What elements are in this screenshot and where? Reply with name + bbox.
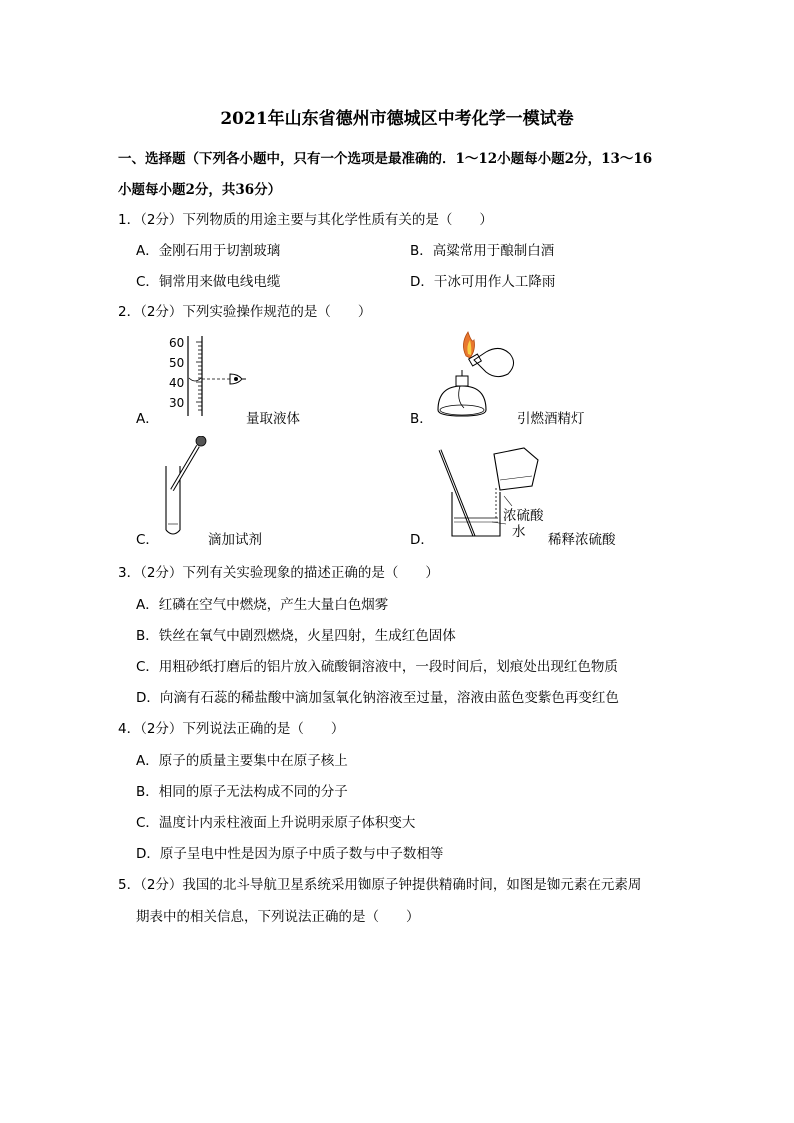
q4-option-b: B．相同的原子无法构成不同的分子 bbox=[136, 784, 348, 800]
q4-option-c: C．温度计内汞柱液面上升说明汞原子体积变大 bbox=[136, 815, 416, 831]
q4-option-d: D．原子呈电中性是因为原子中质子数与中子数相等 bbox=[136, 846, 444, 862]
cylinder-tick-60: 60 bbox=[169, 336, 185, 350]
q1-stem: 1．（2分）下列物质的用途主要与其化学性质有关的是（ ） bbox=[118, 212, 493, 228]
cylinder-tick-40: 40 bbox=[169, 376, 185, 390]
q2-stem: 2．（2分）下列实验操作规范的是（ ） bbox=[118, 304, 372, 320]
cylinder-tick-30: 30 bbox=[169, 396, 185, 410]
q3-option-c: C．用粗砂纸打磨后的铝片放入硫酸铜溶液中，一段时间后，划痕处出现红色物质 bbox=[136, 659, 618, 675]
q5-stem-line1: 5．（2分）我国的北斗导航卫星系统采用铷原子钟提供精确时间，如图是铷元素在元素周 bbox=[118, 877, 642, 893]
q3-option-a: A．红磷在空气中燃烧，产生大量白色烟雾 bbox=[136, 597, 389, 613]
page-title: 2021年山东省德州市德城区中考化学一模试卷 bbox=[220, 109, 574, 129]
q2-option-d-letter: D． bbox=[410, 532, 434, 548]
alcohol-lamp-figure bbox=[430, 330, 530, 425]
q5-stem-line2: 期表中的相关信息，下列说法正确的是（ ） bbox=[136, 909, 420, 925]
q1-option-c: C．铜常用来做电线电缆 bbox=[136, 274, 281, 290]
q4-stem: 4．（2分）下列说法正确的是（ ） bbox=[118, 721, 345, 737]
q2-option-c-caption: 滴加试剂 bbox=[208, 532, 262, 548]
q1-option-a: A．金刚石用于切割玻璃 bbox=[136, 243, 281, 259]
q2-option-a-letter: A． bbox=[136, 411, 159, 427]
q4-option-a: A．原子的质量主要集中在原子核上 bbox=[136, 753, 348, 769]
q3-option-d: D．向滴有石蕊的稀盐酸中滴加氢氧化钠溶液至过量，溶液由蓝色变紫色再变红色 bbox=[136, 690, 619, 706]
section-heading-line1: 一、选择题（下列各小题中，只有一个选项是最准确的．1～12小题每小题2分，13～16 bbox=[118, 151, 653, 167]
q1-option-b: B．高粱常用于酿制白酒 bbox=[410, 243, 555, 259]
dropper-test-tube-figure bbox=[160, 436, 220, 540]
cylinder-tick-50: 50 bbox=[169, 356, 185, 370]
q3-stem: 3．（2分）下列有关实验现象的描述正确的是（ ） bbox=[118, 565, 439, 581]
concentrated-acid-label: 浓硫酸 bbox=[503, 508, 544, 524]
q2-option-c-letter: C． bbox=[136, 532, 159, 548]
q1-option-d: D．干冰可用作人工降雨 bbox=[410, 274, 556, 290]
q2-option-b-caption: 引燃酒精灯 bbox=[517, 411, 585, 427]
q3-option-b: B．铁丝在氧气中剧烈燃烧，火星四射，生成红色固体 bbox=[136, 628, 456, 644]
q2-option-d-caption: 稀释浓硫酸 bbox=[548, 532, 616, 548]
section-heading-line2: 小题每小题2分，共36分） bbox=[118, 182, 282, 198]
dilution-figure bbox=[434, 440, 544, 540]
q2-option-b-letter: B． bbox=[410, 411, 433, 427]
q2-option-a-caption: 量取液体 bbox=[246, 411, 300, 427]
water-label: 水 bbox=[512, 524, 526, 540]
